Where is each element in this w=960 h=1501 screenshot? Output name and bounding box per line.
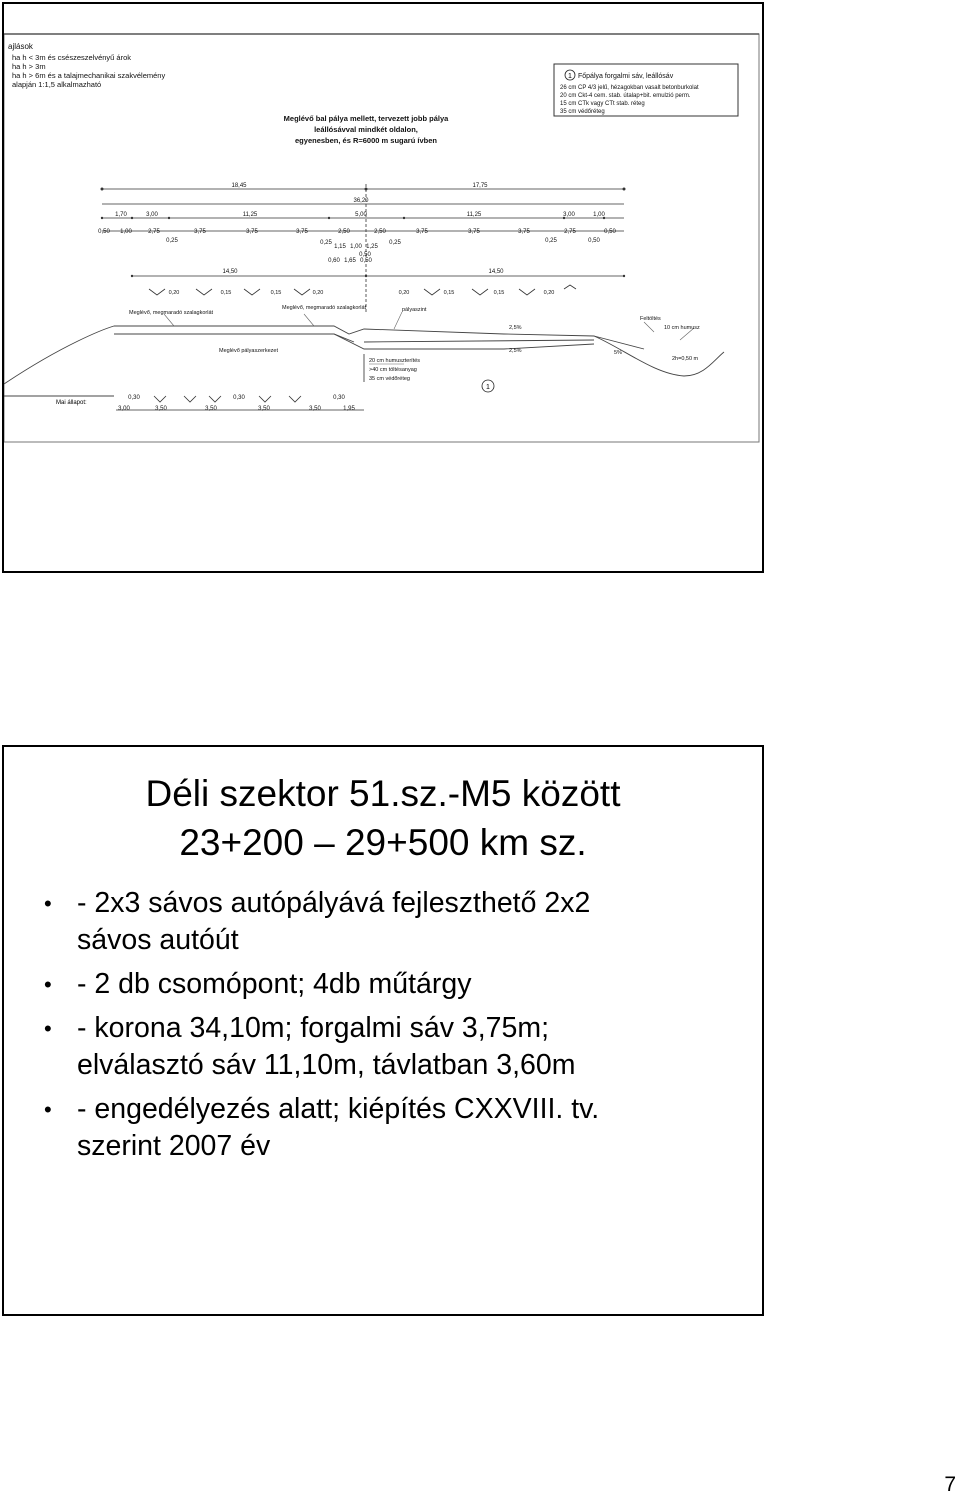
legend-circle-num: 1: [568, 73, 572, 80]
cf-0: 0,20: [168, 290, 180, 296]
dim-r2-11: 2,75: [564, 229, 576, 235]
state-row-3: 3,50: [258, 406, 270, 412]
dim-r1-3: 5,00: [355, 212, 367, 218]
dim-r2-10: 3,75: [518, 229, 530, 235]
lbl-drainage: Meglévő, megmaradó szalagkorlát: [129, 310, 214, 316]
lbl-existing-road: Meglévő pályaszerkezet: [219, 348, 279, 354]
lbl-topsoil: Feltöltés: [640, 316, 661, 322]
dim-r3-1: 0,25: [545, 238, 557, 244]
dim-r1-6: 1,00: [593, 212, 605, 218]
bullet-icon: •: [44, 1097, 52, 1122]
caption-line-1: leállósávval mindkét oldalon,: [314, 125, 418, 134]
dim-half-1: 14,50: [488, 269, 504, 275]
legend-line-0: 26 cm CP 4/3 jelű, hézagokban vasalt betonburkolat: [560, 85, 699, 91]
dim-r1-4: 11,25: [466, 212, 482, 218]
page-number: 7: [944, 1473, 956, 1496]
cf-6: 0,15: [493, 290, 505, 296]
dim-r2-6: 2,50: [338, 229, 350, 235]
cross-section-drawing: [4, 4, 762, 571]
dim-r2-0: 0,50: [98, 229, 110, 235]
dim-r2-4: 3,75: [246, 229, 258, 235]
legend-title: Főpálya forgalmi sáv, leállósáv: [578, 73, 674, 80]
bullet-list: [44, 885, 744, 1172]
dim-r2-12: 0,50: [604, 229, 616, 235]
bullet-item-3: [44, 1091, 744, 1165]
state-row-4: 3,50: [309, 406, 321, 412]
dim-r3-2: 0,50: [588, 238, 600, 244]
cf-7: 0,20: [543, 290, 555, 296]
dim-mid-5: 0,50: [359, 252, 371, 258]
slope-notes: [8, 42, 165, 89]
lbl-slope2: 2,5%: [509, 348, 522, 354]
bullet-3-line-1: - engedélyezés alatt; kiépítés CXXVIII. tv.: [77, 1093, 600, 1125]
dim-mid-3: 1,25: [366, 244, 378, 250]
title-line-2: 23+200 – 29+500 km sz.: [179, 822, 587, 863]
slide-cross-section: [2, 2, 764, 573]
dim-r2-2: 2,75: [148, 229, 160, 235]
dim-mid2-0: 0,60: [328, 258, 340, 264]
bullet-item-1: [44, 966, 744, 1003]
lbl-ditch: 2h=0,50 m: [672, 356, 699, 362]
state-top-2: 0,30: [333, 395, 345, 401]
slide-text: [2, 745, 764, 1316]
dim-total: 36,20: [353, 198, 369, 204]
dim-r3-0: 0,25: [166, 238, 178, 244]
legend-text: [560, 73, 699, 115]
dim-r2-9: 3,75: [468, 229, 480, 235]
dim-top-1: 17,75: [472, 183, 488, 189]
cf-2: 0,15: [270, 290, 282, 296]
bullet-icon: •: [44, 891, 52, 916]
dim-half-0: 14,50: [222, 269, 238, 275]
cf-3: 0,20: [312, 290, 324, 296]
caption-line-0: Meglévő bal pálya mellett, tervezett jobb pálya: [283, 114, 449, 123]
crossfall-labels: [169, 290, 555, 296]
state-top-0: 0,30: [128, 395, 140, 401]
bullet-item-2: [44, 1010, 744, 1084]
lbl-fill: >40 cm töltésanyag: [369, 367, 417, 373]
dim-r2-5: 3,75: [296, 229, 308, 235]
road-profile: [4, 326, 724, 396]
dim-r1-5: 3,00: [563, 212, 575, 218]
state-row-2: 3,50: [205, 406, 217, 412]
lbl-slope3: 5%: [614, 350, 622, 356]
state-arrows: [154, 396, 301, 402]
dim-mid2-2: 0,50: [360, 258, 372, 264]
dim-mid-4: 0,25: [389, 240, 401, 246]
dim-r2-8: 3,75: [416, 229, 428, 235]
dim-r1-2: 11,25: [242, 212, 258, 218]
lbl-drainage2: Meglévő, megmaradó szalagkorlát: [282, 305, 367, 311]
state-dims: [118, 395, 355, 412]
caption-line-2: egyenesben, és R=6000 m sugarú ívben: [295, 136, 437, 145]
dim-r2-7: 2,50: [374, 229, 386, 235]
legend-line-3: 35 cm védőréteg: [560, 109, 605, 115]
dim-mid-1: 1,15: [334, 244, 346, 250]
cf-1: 0,15: [220, 290, 232, 296]
dim-mid-2: 1,00: [350, 244, 362, 250]
lbl-level: pályaszint: [402, 307, 427, 313]
dim-mid2-1: 1,65: [344, 258, 356, 264]
marker-circle-num: 1: [486, 384, 490, 391]
lbl-protect: 35 cm védőréteg: [369, 376, 410, 382]
bullet-0-line-2: sávos autóút: [77, 924, 239, 956]
dimension-labels: [98, 183, 616, 275]
slope-note-3: ha h > 6m és a talajmechanikai szakvélemény: [12, 71, 166, 80]
slope-note-0: ajlások: [8, 42, 33, 51]
slope-note-2: ha h > 3m: [12, 62, 46, 71]
cf-5: 0,15: [443, 290, 455, 296]
dim-r1-0: 1,70: [115, 212, 127, 218]
bullet-2-line-1: - korona 34,10m; forgalmi sáv 3,75m;: [77, 1012, 550, 1044]
bullet-3-line-2: szerint 2007 év: [77, 1130, 271, 1162]
state-row-5: 1,95: [343, 406, 355, 412]
profile-labels: [129, 305, 700, 382]
lbl-humus: 10 cm humusz: [664, 325, 700, 331]
crossfall-arrows: [149, 285, 576, 295]
dim-r1-1: 3,00: [146, 212, 158, 218]
dim-top-0: 18,45: [231, 183, 247, 189]
state-top-1: 0,30: [233, 395, 245, 401]
lbl-humus2: 20 cm humuszterítés: [369, 358, 421, 364]
bullet-1-line-1: - 2 db csomópont; 4db műtárgy: [77, 968, 472, 1000]
dim-mid-0: 0,25: [320, 240, 332, 246]
state-row-1: 3,50: [155, 406, 167, 412]
legend-line-1: 20 cm Ckt-4 cem. stab. útalap+bit. emulzió perm.: [560, 93, 691, 99]
title-line-1: Déli szektor 51.sz.-M5 között: [145, 773, 621, 814]
state-label: Mai állapot:: [56, 400, 87, 406]
lbl-slope1: 2,5%: [509, 325, 522, 331]
bullet-2-line-2: elválasztó sáv 11,10m, távlatban 3,60m: [77, 1049, 576, 1081]
slide-title: [4, 769, 762, 867]
slope-note-4: alapján 1:1,5 alkalmazható: [12, 80, 102, 89]
slope-note-1: ha h < 3m és csészeszelvényű árok: [12, 53, 132, 62]
bullet-icon: •: [44, 1016, 52, 1041]
bullet-0-line-1: - 2x3 sávos autópályává fejleszthető 2x2: [77, 887, 591, 919]
state-row-0: 3,00: [118, 406, 130, 412]
cf-4: 0,20: [398, 290, 410, 296]
legend-line-2: 15 cm CTk vagy CTt stab. réteg: [560, 101, 645, 107]
drawing-caption: [284, 114, 449, 145]
bullet-icon: •: [44, 972, 52, 997]
dim-r2-3: 3,75: [194, 229, 206, 235]
bullet-item-0: [44, 885, 744, 959]
road-leaders: [164, 312, 694, 364]
dim-r2-1: 1,00: [120, 229, 132, 235]
